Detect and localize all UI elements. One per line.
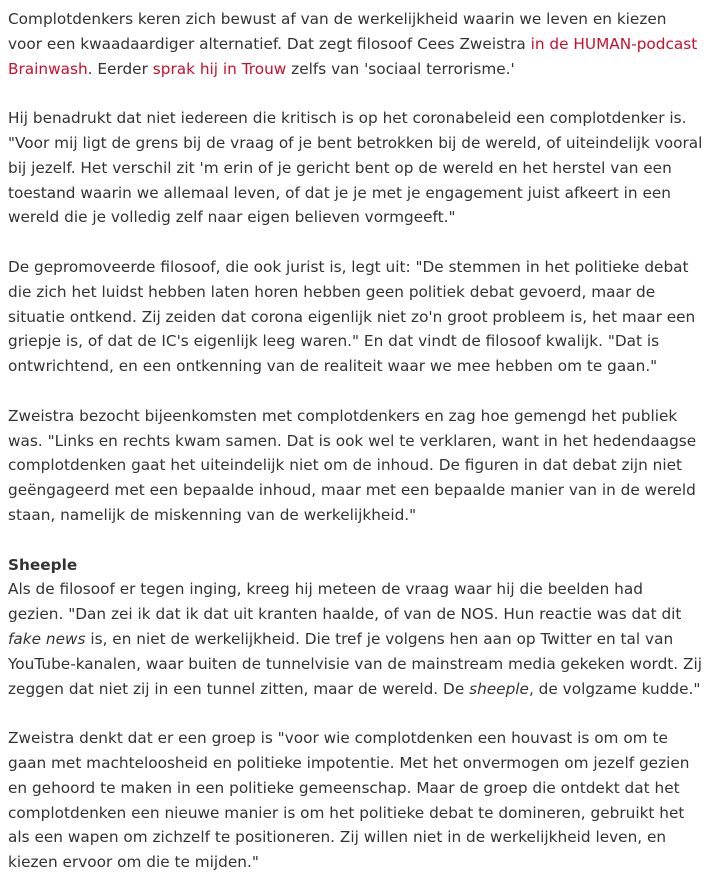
subheading-sheeple: Sheeple bbox=[8, 555, 78, 574]
human-podcast-link[interactable]: in de HUMAN-podcast Brainwash bbox=[8, 34, 698, 78]
sheeple-text-2: is, en niet de werkelijkheid. Die tref je volgens hen aan op Twitter en tal van YouTube-kanalen, waar buiten de tunnelvisie van de mainstream media gekeken wordt. Zij zeggen dat niet zij in een tunnel zitten, maar de wereld. De bbox=[8, 629, 702, 698]
paragraph-4: Zweistra bezocht bijeenkomsten met complotdenkers en zag hoe gemengd het publiek was. "Links en rechts kwam samen. Dat is ook wel te verklaren, want in het hedendaagse complotdenken gaat het uiteindelijk niet om de inhoud. De figuren in dat debat zijn niet geëngageerd met een bepaalde inhoud, maar met een bepaalde manier van in de wereld staan, namelijk de miskenning van de werkelijkheid." bbox=[8, 406, 697, 524]
paragraph-intro bbox=[8, 7, 703, 81]
paragraph-sheeple bbox=[8, 553, 703, 702]
paragraph-3: De gepromoveerde filosoof, die ook jurist is, legt uit: "De stemmen in het politieke debat die zich het luidst hebben laten horen hebben geen politiek debat gevoerd, maar de situatie ontkend. Zij zeiden dat corona eigenlijk niet zo'n groot probleem is, het maar een griepje is, of dat de IC's eigenlijk leeg waren." En dat vindt de filosoof kwalijk. "Dat is ontwrichtend, en een ontkenning van de realiteit waar we mee hebben om te gaan." bbox=[8, 257, 696, 376]
sheeple-text-3: , de volgzame kudde." bbox=[528, 679, 701, 698]
sheeple-text-1: Als de filosoof er tegen inging, kreeg hij meteen de vraag waar hij die beelden had gezien. "Dan zei ik dat ik dat uit kranten haalde, of van de NOS. Hun reactie was dat dit bbox=[8, 580, 682, 624]
sheeple-emphasis: sheeple bbox=[469, 679, 529, 698]
paragraph-6: Zweistra denkt dat er een groep is "voor wie complotdenken een houvast is om om te gaan met machteloosheid en politieke impotentie. Met het onvermogen om jezelf gezien en gehoord te maken in een politieke gemeenschap. Maar de groep die ontdekt dat het complotdenken een nieuwe manier is om het politieke debat te domineren, gebruikt het als een wapen om zichzelf te positioneren. Zij willen niet in de werkelijkheid leven, en kiezen ervoor om die te mijden." bbox=[8, 729, 690, 872]
intro-text: Complotdenkers keren zich bewust af van de werkelijkheid waarin we leven en kiezen voor een kwaadaardiger alternatief. Dat zegt filosoof Cees Zweistra bbox=[8, 10, 667, 53]
intro-text-2: . Eerder bbox=[87, 59, 153, 78]
intro-text-3: zelfs van 'sociaal terrorisme.' bbox=[286, 59, 515, 78]
paragraph-2: Hij benadrukt dat niet iedereen die kritisch is op het coronabeleid een complotdenker is. "Voor mij ligt de grens bij de vraag of je bent betrokken bij de wereld, of uiteindelijk vooral bij jezelf. Het verschil zit 'm erin of je gericht bent op de wereld en het herstel van een toestand waarin we allemaal leven, of dat je je met je engagement juist afkeert in een wereld die je volledig zelf naar eigen believen vormgeeft." bbox=[8, 109, 703, 227]
fake-news-emphasis: fake news bbox=[8, 629, 86, 648]
trouw-link[interactable]: sprak hij in Trouw bbox=[152, 59, 287, 78]
